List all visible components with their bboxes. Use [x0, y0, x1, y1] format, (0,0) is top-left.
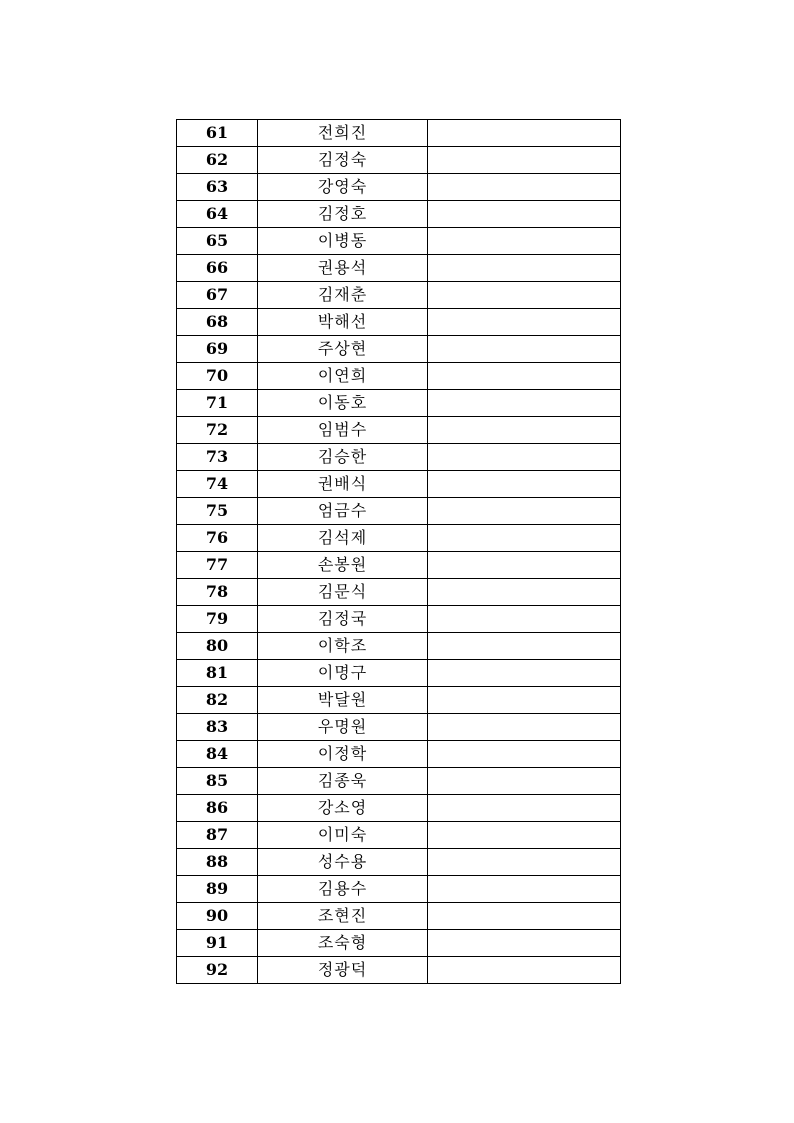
note-cell — [428, 606, 621, 633]
roster-table-body — [177, 120, 621, 984]
note-cell — [428, 579, 621, 606]
note-cell — [428, 309, 621, 336]
note-cell — [428, 417, 621, 444]
table-row — [177, 201, 621, 228]
person-name-cell: 김정국 — [258, 606, 428, 633]
note-cell — [428, 201, 621, 228]
note-cell — [428, 687, 621, 714]
row-number-cell: 71 — [177, 390, 258, 417]
note-cell — [428, 957, 621, 984]
person-name-cell: 성수용 — [258, 849, 428, 876]
table-row — [177, 498, 621, 525]
row-number-cell: 81 — [177, 660, 258, 687]
person-name-cell: 정광덕 — [258, 957, 428, 984]
table-row — [177, 876, 621, 903]
row-number-cell: 77 — [177, 552, 258, 579]
person-name-cell: 임범수 — [258, 417, 428, 444]
note-cell — [428, 228, 621, 255]
note-cell — [428, 147, 621, 174]
row-number-cell: 91 — [177, 930, 258, 957]
person-name-cell: 김정숙 — [258, 147, 428, 174]
row-number-cell: 85 — [177, 768, 258, 795]
person-name-cell: 조숙형 — [258, 930, 428, 957]
row-number-cell: 74 — [177, 471, 258, 498]
table-row — [177, 444, 621, 471]
row-number-cell: 65 — [177, 228, 258, 255]
table-row — [177, 174, 621, 201]
table-row — [177, 255, 621, 282]
table-row — [177, 687, 621, 714]
row-number-cell: 70 — [177, 363, 258, 390]
table-row — [177, 822, 621, 849]
person-name-cell: 주상현 — [258, 336, 428, 363]
row-number-cell: 90 — [177, 903, 258, 930]
table-row — [177, 849, 621, 876]
row-number-cell: 87 — [177, 822, 258, 849]
note-cell — [428, 552, 621, 579]
person-name-cell: 전희진 — [258, 120, 428, 147]
person-name-cell: 우명원 — [258, 714, 428, 741]
note-cell — [428, 174, 621, 201]
person-name-cell: 이동호 — [258, 390, 428, 417]
table-row — [177, 336, 621, 363]
table-row — [177, 795, 621, 822]
note-cell — [428, 444, 621, 471]
note-cell — [428, 849, 621, 876]
table-row — [177, 957, 621, 984]
note-cell — [428, 822, 621, 849]
person-name-cell: 강소영 — [258, 795, 428, 822]
table-row — [177, 309, 621, 336]
person-name-cell: 권배식 — [258, 471, 428, 498]
note-cell — [428, 876, 621, 903]
row-number-cell: 66 — [177, 255, 258, 282]
person-name-cell: 김용수 — [258, 876, 428, 903]
row-number-cell: 78 — [177, 579, 258, 606]
row-number-cell: 75 — [177, 498, 258, 525]
person-name-cell: 이명구 — [258, 660, 428, 687]
row-number-cell: 61 — [177, 120, 258, 147]
table-row — [177, 363, 621, 390]
table-row — [177, 282, 621, 309]
table-row — [177, 714, 621, 741]
note-cell — [428, 795, 621, 822]
table-row — [177, 633, 621, 660]
row-number-cell: 72 — [177, 417, 258, 444]
note-cell — [428, 903, 621, 930]
roster-table — [176, 119, 621, 984]
row-number-cell: 88 — [177, 849, 258, 876]
person-name-cell: 이정학 — [258, 741, 428, 768]
person-name-cell: 조현진 — [258, 903, 428, 930]
row-number-cell: 76 — [177, 525, 258, 552]
person-name-cell: 김종욱 — [258, 768, 428, 795]
person-name-cell: 손봉원 — [258, 552, 428, 579]
note-cell — [428, 255, 621, 282]
person-name-cell: 김재춘 — [258, 282, 428, 309]
row-number-cell: 62 — [177, 147, 258, 174]
person-name-cell: 권용석 — [258, 255, 428, 282]
row-number-cell: 79 — [177, 606, 258, 633]
note-cell — [428, 660, 621, 687]
row-number-cell: 80 — [177, 633, 258, 660]
row-number-cell: 92 — [177, 957, 258, 984]
row-number-cell: 82 — [177, 687, 258, 714]
row-number-cell: 84 — [177, 741, 258, 768]
row-number-cell: 89 — [177, 876, 258, 903]
table-row — [177, 120, 621, 147]
row-number-cell: 64 — [177, 201, 258, 228]
table-row — [177, 552, 621, 579]
table-row — [177, 525, 621, 552]
note-cell — [428, 120, 621, 147]
note-cell — [428, 633, 621, 660]
table-row — [177, 903, 621, 930]
note-cell — [428, 741, 621, 768]
person-name-cell: 김승한 — [258, 444, 428, 471]
note-cell — [428, 390, 621, 417]
person-name-cell: 이연희 — [258, 363, 428, 390]
note-cell — [428, 498, 621, 525]
table-row — [177, 660, 621, 687]
person-name-cell: 강영숙 — [258, 174, 428, 201]
row-number-cell: 83 — [177, 714, 258, 741]
person-name-cell: 박해선 — [258, 309, 428, 336]
note-cell — [428, 363, 621, 390]
note-cell — [428, 768, 621, 795]
table-row — [177, 147, 621, 174]
row-number-cell: 73 — [177, 444, 258, 471]
table-row — [177, 768, 621, 795]
person-name-cell: 이미숙 — [258, 822, 428, 849]
row-number-cell: 63 — [177, 174, 258, 201]
note-cell — [428, 471, 621, 498]
note-cell — [428, 930, 621, 957]
table-row — [177, 579, 621, 606]
row-number-cell: 86 — [177, 795, 258, 822]
person-name-cell: 이병동 — [258, 228, 428, 255]
note-cell — [428, 282, 621, 309]
person-name-cell: 이학조 — [258, 633, 428, 660]
table-row — [177, 471, 621, 498]
table-row — [177, 417, 621, 444]
person-name-cell: 박달원 — [258, 687, 428, 714]
person-name-cell: 김문식 — [258, 579, 428, 606]
row-number-cell: 67 — [177, 282, 258, 309]
row-number-cell: 69 — [177, 336, 258, 363]
table-row — [177, 390, 621, 417]
table-row — [177, 228, 621, 255]
row-number-cell: 68 — [177, 309, 258, 336]
table-row — [177, 930, 621, 957]
person-name-cell: 김석제 — [258, 525, 428, 552]
table-row — [177, 741, 621, 768]
person-name-cell: 김정호 — [258, 201, 428, 228]
person-name-cell: 엄금수 — [258, 498, 428, 525]
note-cell — [428, 336, 621, 363]
note-cell — [428, 525, 621, 552]
table-row — [177, 606, 621, 633]
note-cell — [428, 714, 621, 741]
